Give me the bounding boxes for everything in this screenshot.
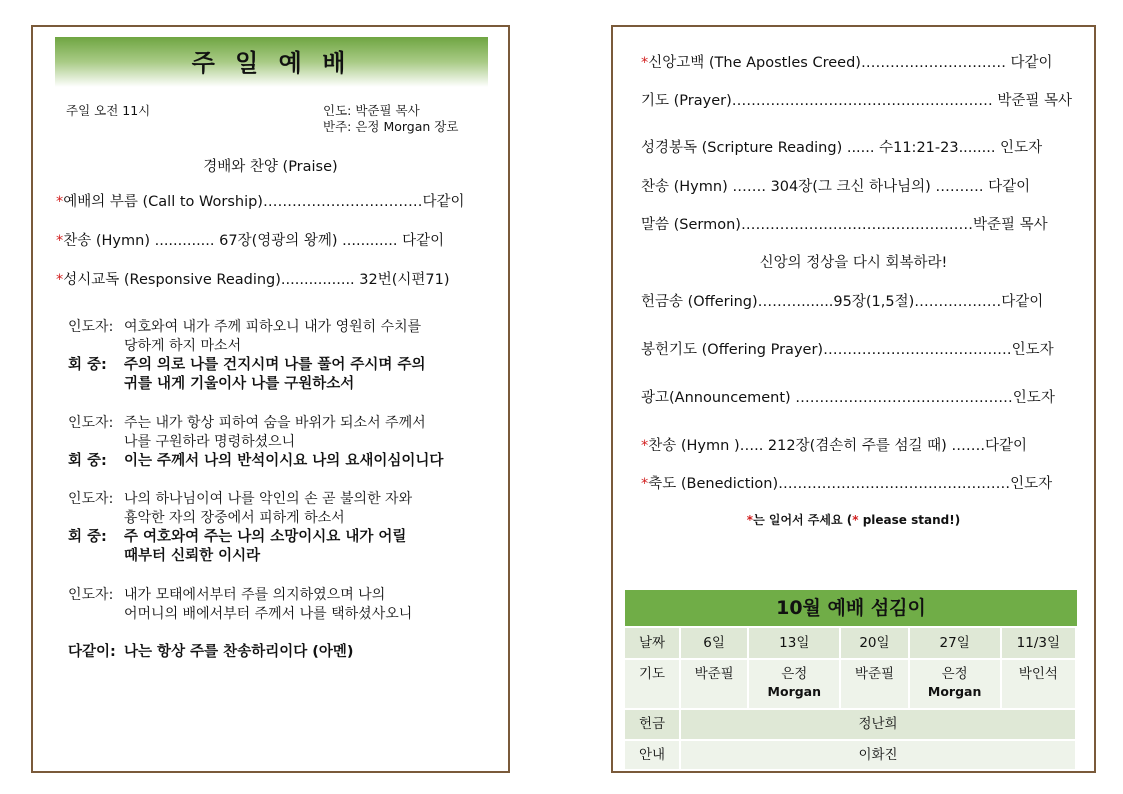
order-item-prayer <box>641 89 1072 110</box>
reading-leader-2 <box>68 414 498 454</box>
reading-line: 주 여호와여 주는 나의 소망이시요 내가 어릴 <box>124 529 407 545</box>
reading-speaker: 인도자: <box>68 491 114 507</box>
prayer-cell <box>910 660 1002 710</box>
order-item-hymn <box>56 229 444 250</box>
order-item-hymn-304 <box>641 175 1030 196</box>
date-cell: 6일 <box>681 628 749 660</box>
prayer-name-sub: Morgan <box>927 684 982 699</box>
reading-line: 당하게 하지 마소서 <box>124 338 242 354</box>
usher-cell: 이화진 <box>681 741 1077 771</box>
prayer-cell <box>841 660 909 710</box>
prayer-name: 박준필 <box>854 666 895 682</box>
service-accompanist: 반주: 은정 Morgan 장로 <box>323 119 459 134</box>
reading-line: 여호와여 내가 주께 피하오니 내가 영원히 수치를 <box>124 319 422 335</box>
reading-speaker: 다같이: <box>68 644 116 660</box>
order-item-text: 헌금송 (Offering)……….......95장(1,5절)………………다같이 <box>641 294 1044 310</box>
offering-label: 헌금 <box>625 710 681 741</box>
order-item-text: 기도 (Prayer)……………………………………………… 박준필 목사 <box>641 93 1072 109</box>
stand-mark: * <box>852 513 859 527</box>
stand-mark: * <box>56 194 64 210</box>
order-item-text: 광고(Announcement) ………………………………………인도자 <box>641 390 1055 406</box>
right-page <box>611 25 1096 773</box>
prayer-name: 은정 <box>781 666 808 682</box>
left-page <box>31 25 510 773</box>
reading-speaker: 회 중: <box>68 357 107 373</box>
reading-leader-1 <box>68 318 498 358</box>
order-item-sermon <box>641 213 1048 234</box>
reading-all <box>68 643 498 663</box>
prayer-name-sub: Morgan <box>767 684 822 699</box>
stand-note-text: please stand!) <box>858 513 961 527</box>
order-item-benediction <box>641 472 1052 493</box>
order-item-offering-prayer <box>641 338 1054 359</box>
order-item-text: 신앙고백 (The Apostles Creed)………………………… 다같이 <box>648 55 1053 71</box>
order-item-text: 찬송 (Hymn) ............. 67장(영광의 왕께) ............ 다같이 <box>63 233 445 249</box>
stand-note-text: 는 일어서 주세요 ( <box>753 513 853 527</box>
order-item-text: 예배의 부름 (Call to Worship)……………………………다같이 <box>63 194 465 210</box>
stand-mark: * <box>641 476 649 492</box>
order-item-text: 찬송 (Hymn) ……. 304장(그 크신 하나님의) ………. 다같이 <box>641 179 1031 195</box>
reading-congregation-2 <box>68 452 498 472</box>
order-item-offering <box>641 290 1043 311</box>
stand-mark: * <box>641 55 649 71</box>
prayer-label: 기도 <box>625 660 681 710</box>
reading-leader-4 <box>68 586 498 626</box>
reading-congregation-1 <box>68 356 498 396</box>
reading-line: 이는 주께서 나의 반석이시요 나의 요새이심이니다 <box>124 453 444 469</box>
prayer-name: 은정 <box>941 666 968 682</box>
table-row <box>625 741 1077 771</box>
table-row <box>625 710 1077 741</box>
order-item-text: 봉헌기도 (Offering Prayer)…………………………………인도자 <box>641 342 1054 358</box>
prayer-name: 박준필 <box>694 666 734 682</box>
service-time: 주일 오전 11시 <box>66 103 151 118</box>
date-cell: 13일 <box>749 628 841 660</box>
order-item-creed <box>641 51 1053 72</box>
stand-mark: * <box>641 438 649 454</box>
date-label: 날짜 <box>625 628 681 660</box>
reading-line: 나의 하나님이여 나를 악인의 손 곧 불의한 자와 <box>124 491 413 507</box>
reading-line: 흉악한 자의 장중에서 피하게 하소서 <box>124 510 345 526</box>
reading-line: 주는 내가 항상 피하여 숨을 바위가 되소서 주께서 <box>124 415 426 431</box>
order-item-call-to-worship <box>56 190 464 211</box>
schedule-table <box>625 628 1077 771</box>
table-row <box>625 660 1077 710</box>
date-cell: 11/3일 <box>1002 628 1077 660</box>
stand-note <box>613 511 1094 528</box>
service-title: 주 일 예 배 <box>191 49 352 77</box>
reading-congregation-3 <box>68 528 498 568</box>
reading-leader-3 <box>68 490 498 530</box>
usher-label: 안내 <box>625 741 681 771</box>
reading-line: 주의 의로 나를 건지시며 나를 풀어 주시며 주의 <box>124 357 426 373</box>
reading-speaker: 인도자: <box>68 587 114 603</box>
prayer-cell <box>681 660 749 710</box>
prayer-name: 박인석 <box>1018 666 1058 682</box>
stand-mark: * <box>56 233 64 249</box>
sermon-title: 신앙의 정상을 다시 회복하라! <box>759 255 948 271</box>
reading-line: 나는 항상 주를 찬송하리이다 (아멘) <box>124 644 354 660</box>
stand-mark: * <box>746 513 754 527</box>
reading-line: 귀를 내게 기울이사 나를 구원하소서 <box>124 376 355 392</box>
section-praise: 경배와 찬양 (Praise) <box>203 159 338 175</box>
prayer-cell <box>1002 660 1077 710</box>
order-item-hymn-212 <box>641 434 1027 455</box>
order-item-text: 말씀 (Sermon)…………………………………………박준필 목사 <box>641 217 1048 233</box>
order-item-text: 성시교독 (Responsive Reading)................ 32번(시편71) <box>63 272 450 288</box>
offering-cell: 정난희 <box>681 710 1077 741</box>
reading-speaker: 인도자: <box>68 415 114 431</box>
order-item-announcement <box>641 386 1055 407</box>
reading-line: 때부터 신뢰한 이시라 <box>124 548 261 564</box>
order-item-text: 성경봉독 (Scripture Reading) ...... 수11:21-23........ 인도자 <box>641 140 1043 156</box>
reading-speaker: 인도자: <box>68 319 114 335</box>
reading-line: 내가 모태에서부터 주를 의지하였으며 나의 <box>124 587 386 603</box>
order-item-text: 찬송 (Hymn )….. 212장(겸손히 주를 섬길 때) …….다같이 <box>648 438 1028 454</box>
stand-mark: * <box>56 272 64 288</box>
table-row <box>625 628 1077 660</box>
date-cell: 20일 <box>841 628 909 660</box>
order-item-responsive-reading <box>56 268 450 289</box>
service-leader: 인도: 박준필 목사 <box>323 103 420 118</box>
reading-speaker: 회 중: <box>68 453 107 469</box>
reading-speaker: 회 중: <box>68 529 107 545</box>
reading-line: 나를 구원하라 명령하셨으니 <box>124 434 296 450</box>
title-banner <box>55 37 488 87</box>
order-item-text: 축도 (Benediction)…………………………………………인도자 <box>648 476 1053 492</box>
order-item-scripture <box>641 136 1042 157</box>
date-cell: 27일 <box>910 628 1002 660</box>
reading-line: 어머니의 배에서부터 주께서 나를 택하셨사오니 <box>124 606 413 622</box>
schedule-title: 10월 예배 섬김이 <box>625 590 1077 626</box>
prayer-cell <box>749 660 841 710</box>
